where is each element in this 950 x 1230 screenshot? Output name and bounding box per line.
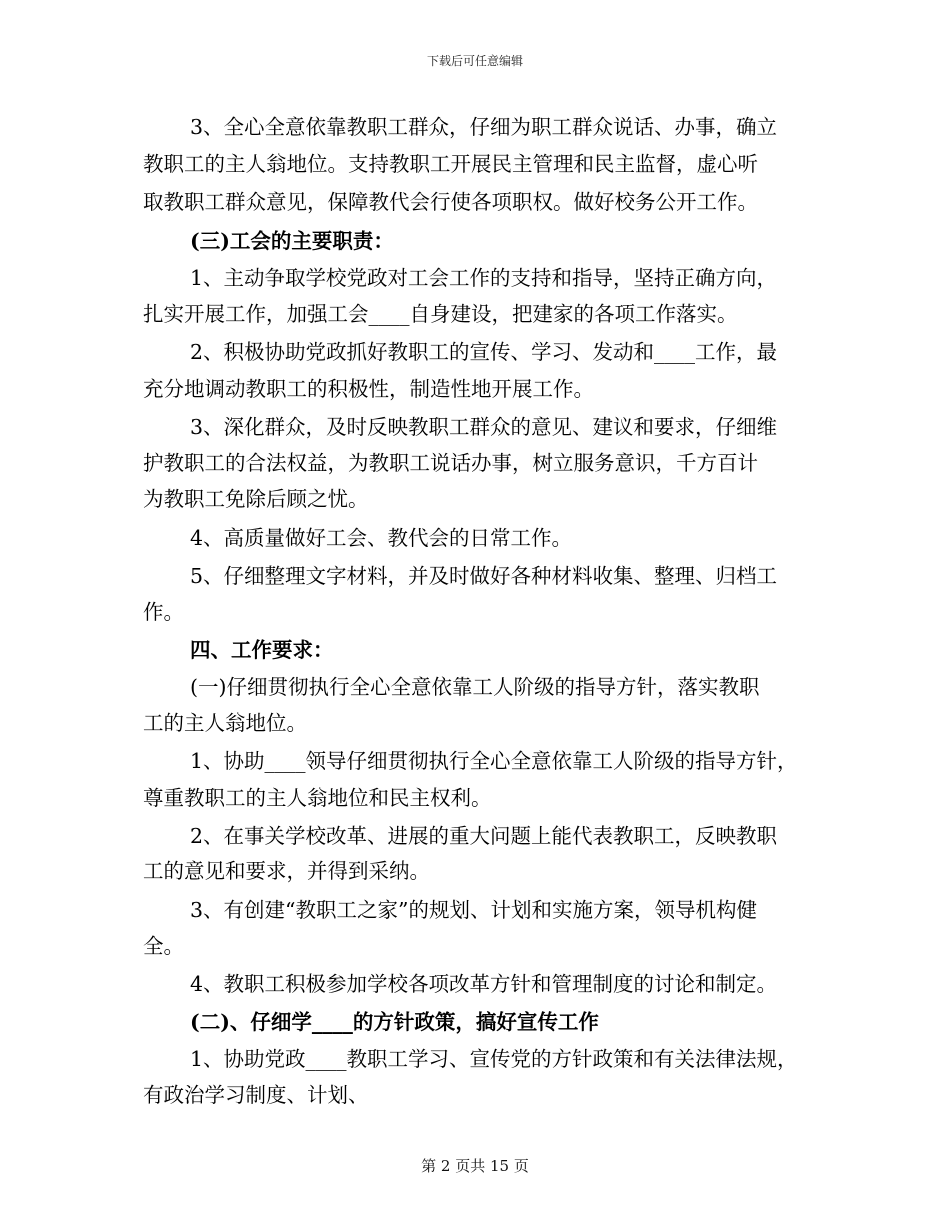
paragraph-line: 有政治学习制度、计划、 xyxy=(143,1083,369,1107)
paragraph-line: 5、仔细整理文字材料，并及时做好各种材料收集、整理、归档工 xyxy=(190,564,778,588)
paragraph-line: 护教职工的合法权益，为教职工说话办事，树立服务意识，千方百计 xyxy=(143,451,758,475)
paragraph-line: 扎实开展工作，加强工会____自身建设，把建家的各项工作落实。 xyxy=(143,302,738,326)
paragraph-line: (一)仔细贯彻执行全心全意依靠工人阶级的指导方针，落实教职 xyxy=(190,675,760,699)
paragraph-line: 3、全心全意依靠教职工群众，仔细为职工群众说话、办事，确立 xyxy=(190,115,778,139)
paragraph-line: 充分地调动教职工的积极性，制造性地开展工作。 xyxy=(143,377,594,401)
paragraph-line: 1、协助党政____教职工学习、宣传党的方针政策和有关法律法规， xyxy=(190,1047,798,1071)
paragraph-line: 3、有创建“教职工之家”的规划、计划和实施方案，领导机构健 xyxy=(190,898,758,922)
paragraph-line: 3、深化群众，及时反映教职工群众的意见、建议和要求，仔细维 xyxy=(190,415,778,439)
section-heading: 四、工作要求： xyxy=(190,638,334,662)
paragraph-line: 4、教职工积极参加学校各项改革方针和管理制度的讨论和制定。 xyxy=(190,972,778,996)
paragraph-line: 教职工的主人翁地位。支持教职工开展民主管理和民主监督，虚心听 xyxy=(143,152,758,176)
paragraph-line: 为教职工免除后顾之忧。 xyxy=(143,487,369,511)
page-footer: 第 2 页共 15 页 xyxy=(421,1157,529,1175)
page-header: 下载后可任意编辑 xyxy=(426,54,523,68)
paragraph-line: 作。 xyxy=(143,600,184,624)
paragraph-line: 2、积极协助党政抓好教职工的宣传、学习、发动和____工作，最 xyxy=(190,340,778,364)
section-heading: (二)、仔细学____的方针政策，搞好宣传工作 xyxy=(190,1010,599,1034)
paragraph-line: 2、在事关学校改革、进展的重大问题上能代表教职工，反映教职 xyxy=(190,824,778,848)
paragraph-line: 1、协助____领导仔细贯彻执行全心全意依靠工人阶级的指导方针， xyxy=(190,749,798,773)
paragraph-line: 全。 xyxy=(143,934,184,958)
paragraph-line: 尊重教职工的主人翁地位和民主权利。 xyxy=(143,786,492,810)
paragraph-line: 1、主动争取学校党政对工会工作的支持和指导，坚持正确方向， xyxy=(190,266,778,290)
paragraph-line: 取教职工群众意见，保障教代会行使各项职权。做好校务公开工作。 xyxy=(143,190,758,214)
paragraph-line: 工的意见和要求，并得到采纳。 xyxy=(143,859,430,883)
section-heading: (三)工会的主要职责： xyxy=(190,229,394,253)
paragraph-line: 4、高质量做好工会、教代会的日常工作。 xyxy=(190,526,573,550)
paragraph-line: 工的主人翁地位。 xyxy=(143,711,307,735)
